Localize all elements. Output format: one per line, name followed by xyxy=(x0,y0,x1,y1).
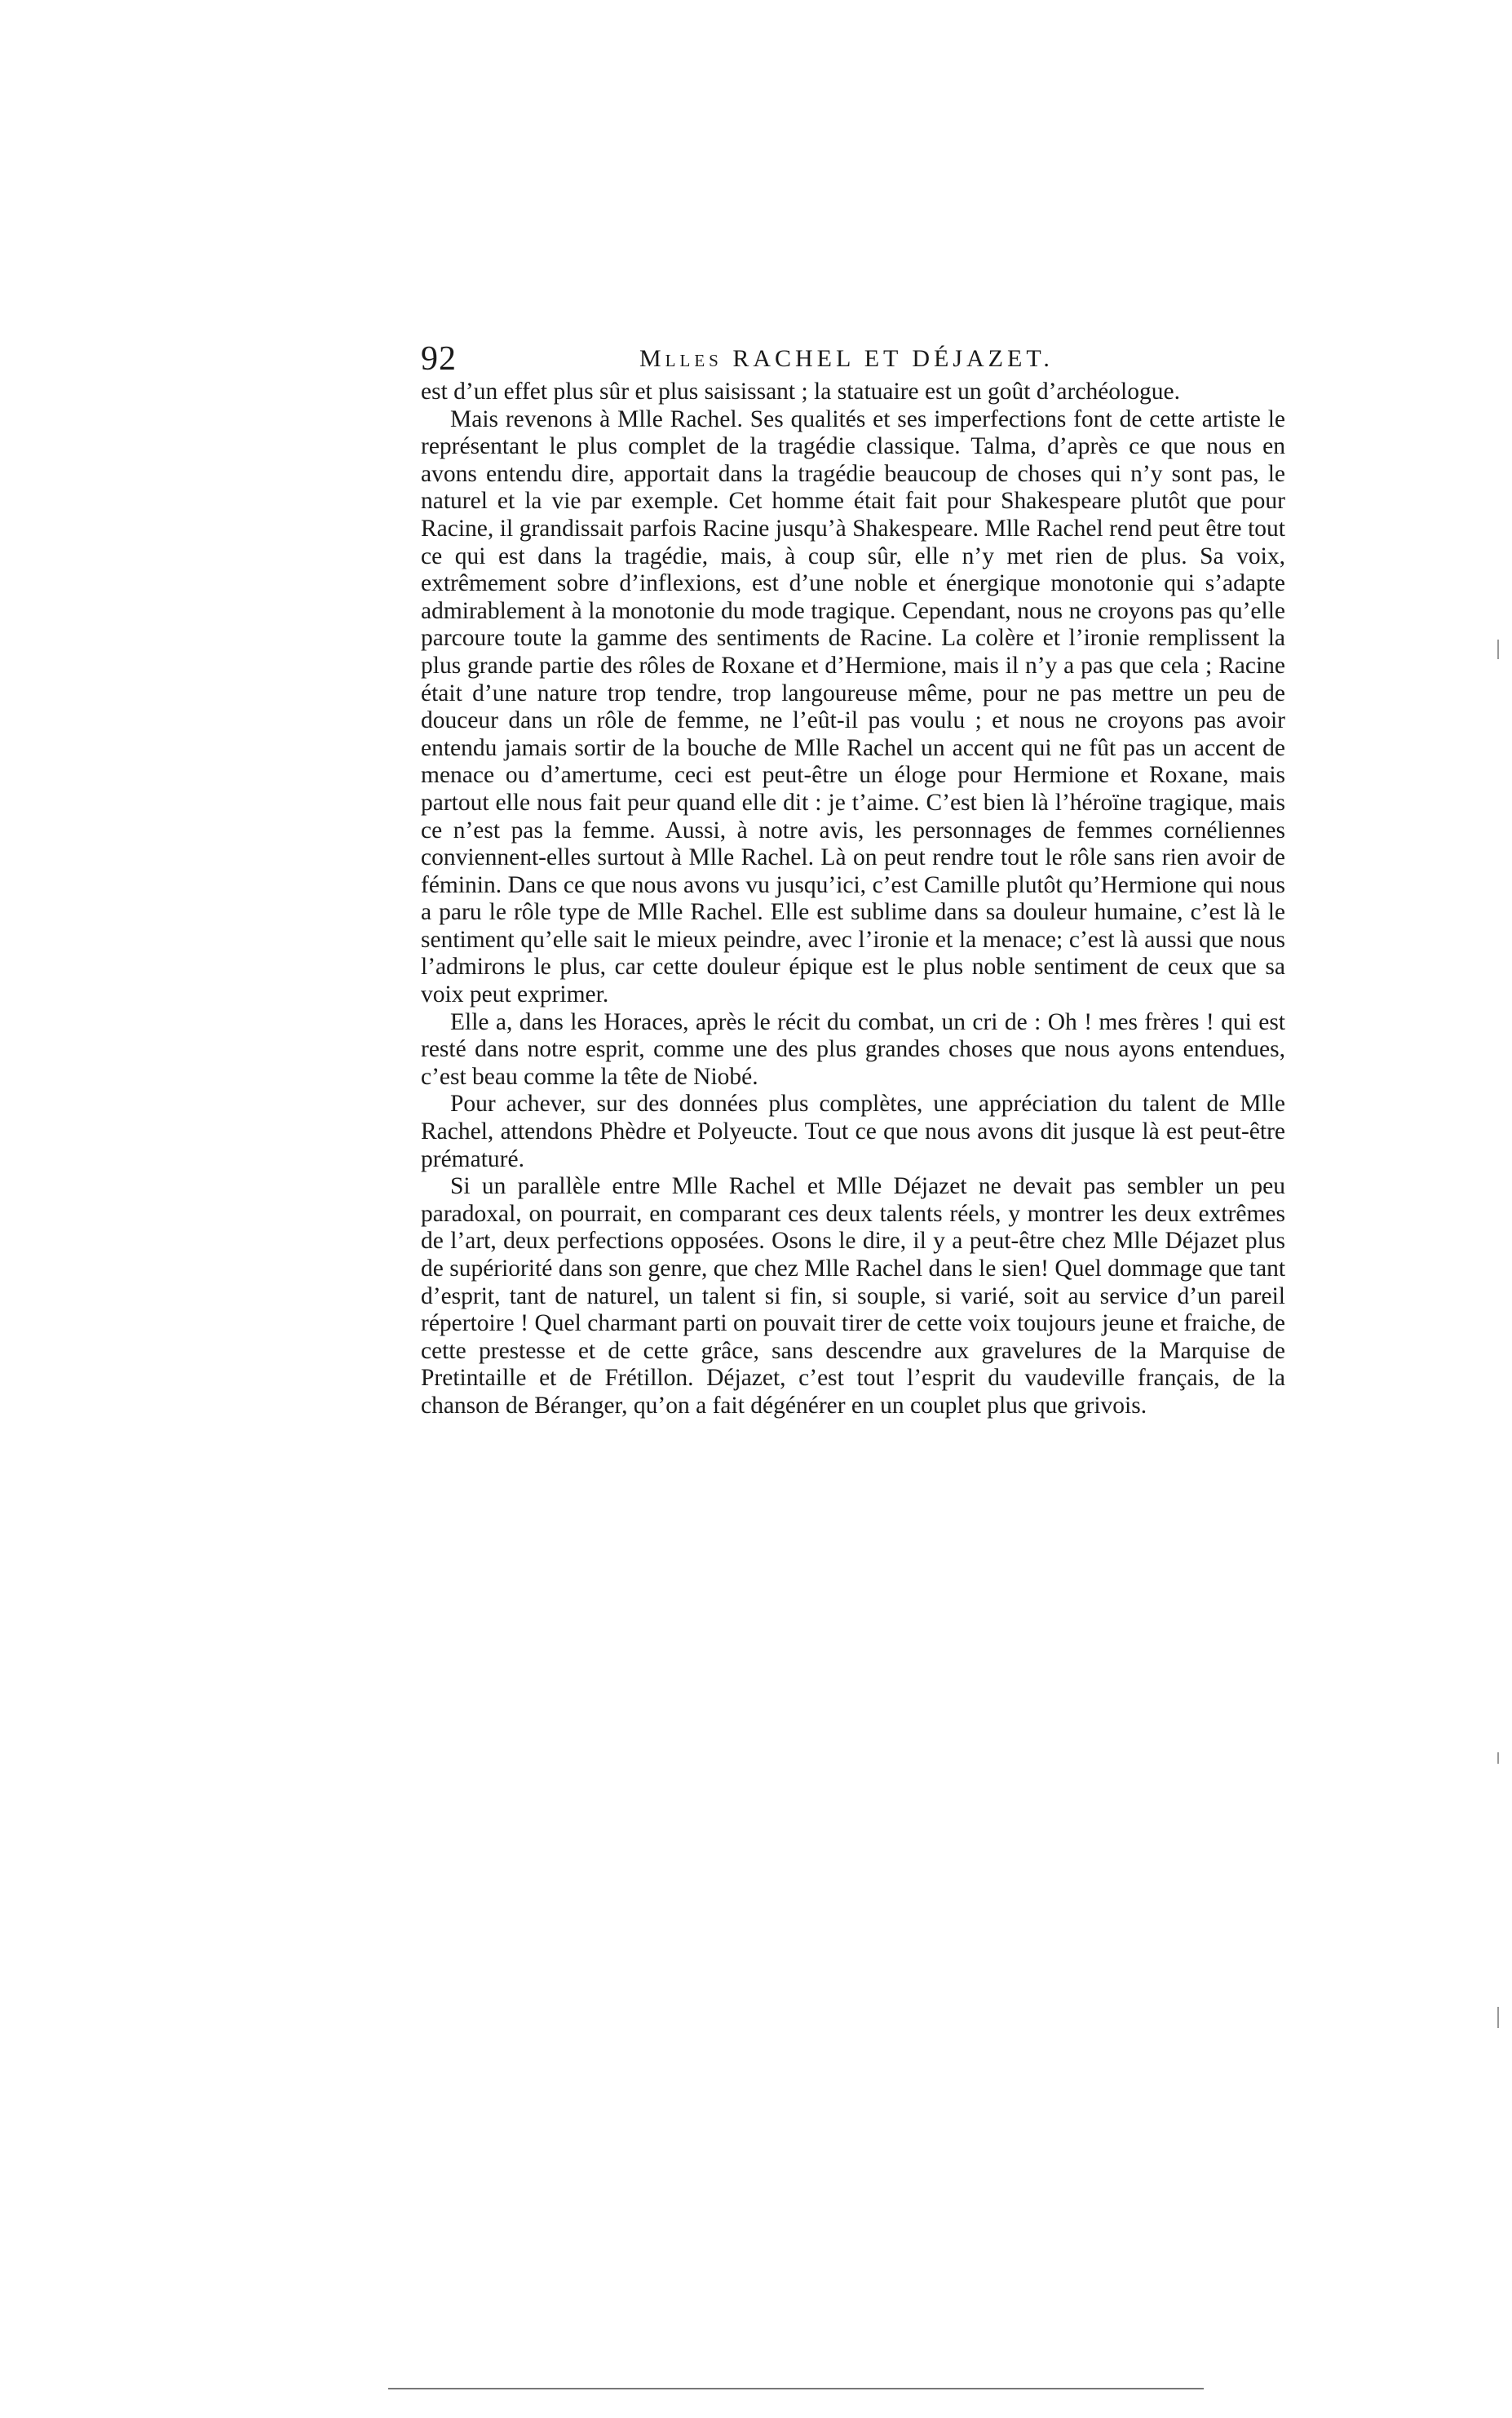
body-text xyxy=(421,379,1285,1420)
running-head: Mlles RACHEL ET DÉJAZET. xyxy=(639,345,1054,372)
paragraph-continuation: est d’un effet plus sûr et plus saisissant ; la statuaire est un goût d’archéologue. xyxy=(421,379,1180,405)
paragraph-horaces: Elle a, dans les Horaces, après le récit du combat, un cri de : Oh ! mes frères ! qui est resté dans notre esprit, comme une des plus grandes choses que nous ayons entendues, c’est beau comme la tête de Niobé. xyxy=(421,1008,1285,1090)
page-number: 92 xyxy=(421,340,457,378)
paragraph-phedre: Pour achever, sur des données plus complètes, une appréciation du talent de Mlle Rachel, attendons Phèdre et Polyeucte. Tout ce que nous avons dit jusque là est peut-être prématuré. xyxy=(421,1091,1285,1172)
paragraph-rachel-talma: Mais revenons à Mlle Rachel. Ses qualités et ses imperfections font de cette artiste le représentant le plus complet de la tragédie classique. Talma, d’après ce que nous en avons entendu dire, apportait dans la tragédie beaucoup de choses qui n’y sont pas, le naturel et la vie par exemple. Cet homme était fait pour Shakespeare plutôt que pour Racine, il grandissait parfois Racine jusqu’à Shakespeare. Mlle Rachel rend peut être tout ce qui est dans la tragédie, mais, à coup sûr, elle n’y met rien de plus. Sa voix, extrêmement sobre d’inflexions, est d’une noble et énergique monotonie qui s’adapte admirablement à la monotonie du mode tragique. Cependant, nous ne croyons pas qu’elle parcoure toute la gamme des sentiments de Racine. La colère et l’ironie remplissent la plus grande partie des rôles de Roxane et d’Hermione, mais il n’y a pas que cela ; Racine était d’une nature trop tendre, trop langoureuse même, pour ne pas mettre un peu de douceur dans un rôle de femme, ne l’eût-il pas voulu ; et nous ne croyons pas avoir entendu jamais sortir de la bouche de Mlle Rachel un accent qui ne fût pas un accent de menace ou d’amertume, ceci est peut-être un éloge pour Hermione et Roxane, mais partout elle nous fait peur quand elle dit : je t’aime. C’est bien là l’héroïne tragique, mais ce n’est pas la femme. Aussi, à notre avis, les personnages de femmes cornéliennes conviennent-elles surtout à Mlle Rachel. Là on peut rendre tout le rôle sans rien avoir de féminin. Dans ce que nous avons vu jusqu’ici, c’est Camille plutôt qu’Hermione qui nous a paru le rôle type de Mlle Rachel. Elle est sublime dans sa douleur humaine, c’est là le sentiment qu’elle sait le mieux peindre, avec l’ironie et la menace; c’est là aussi que nous l’admirons le plus, car cette douleur épique est le plus noble sentiment de ceux que sa voix peut exprimer. xyxy=(421,405,1285,1008)
scan-margin-mark xyxy=(1497,2007,1499,2028)
scan-margin-mark xyxy=(1497,1752,1499,1764)
scan-bottom-rule xyxy=(388,2388,1204,2389)
scan-margin-mark xyxy=(1497,640,1499,659)
page-header xyxy=(421,336,1285,382)
paragraph-dejazet: Si un parallèle entre Mlle Rachel et Mlle Déjazet ne devait pas sembler un peu paradoxal, on pourrait, en comparant ces deux talents réels, y montrer les deux extrêmes de l’art, deux perfections opposées. Osons le dire, il y a peut-être chez Mlle Déjazet plus de supériorité dans son genre, que chez Mlle Rachel dans le sien! Quel dommage que tant d’esprit, tant de naturel, un talent si fin, si souple, si varié, soit au service d’un pareil répertoire ! Quel charmant parti on pouvait tirer de cette voix toujours jeune et fraiche, de cette prestesse et de cette grâce, sans descendre aux gravelures de la Marquise de Pretintaille et de Frétillon. Déjazet, c’est tout l’esprit du vaudeville français, de la chanson de Béranger, qu’on a fait dégénérer en un couplet plus que grivois. xyxy=(421,1173,1286,1419)
